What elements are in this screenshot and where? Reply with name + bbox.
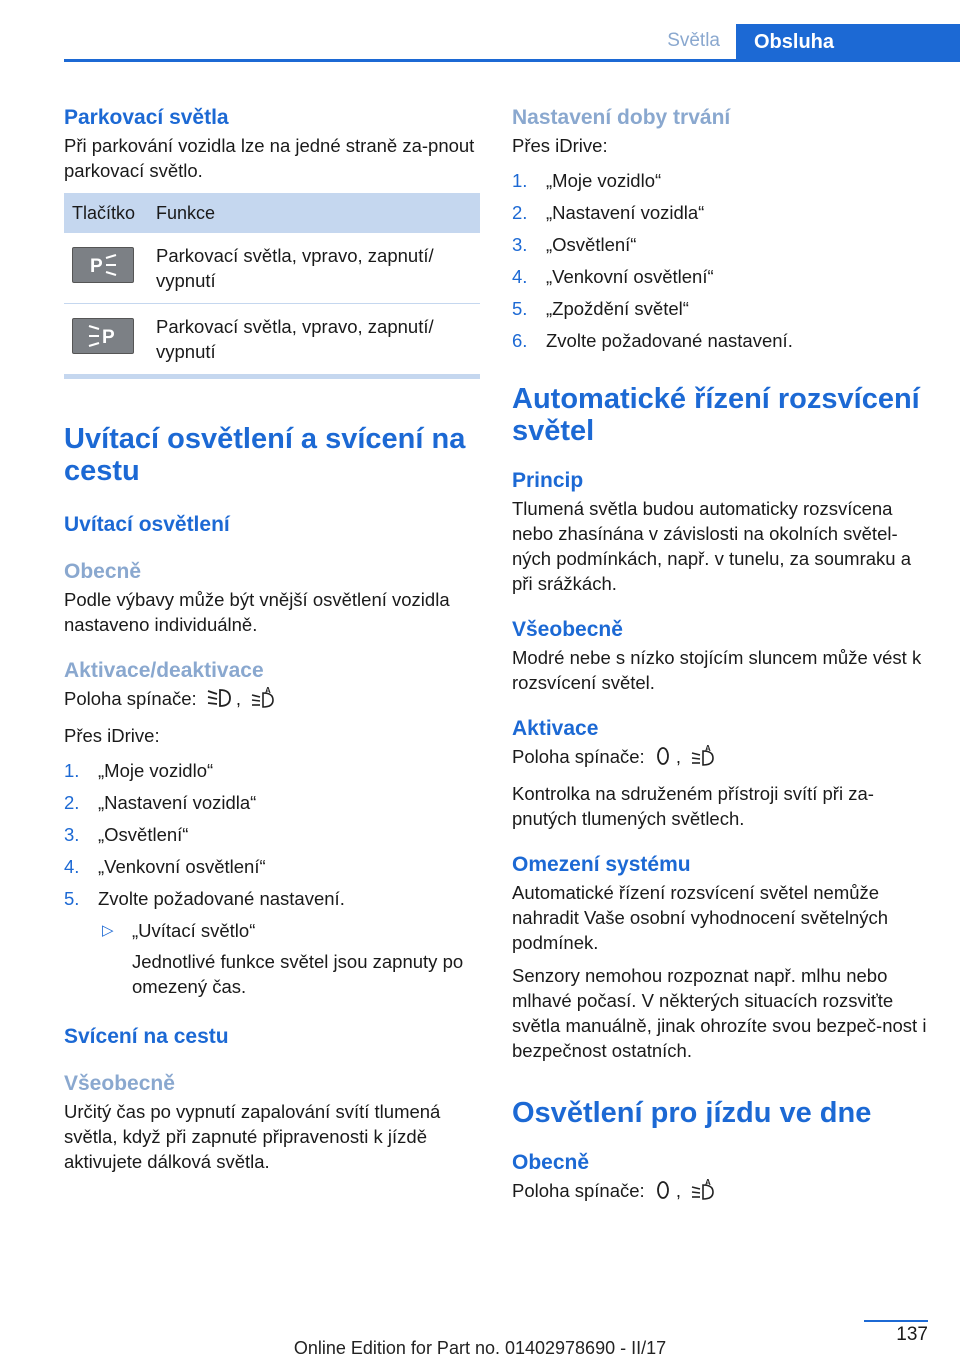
daytime-lights-heading: Osvětlení pro jízdu ve dne [512,1097,872,1129]
system-limits-text-1: Automatické řízení rozsvícení světel nemůže nahradit Vaše osobní vyhodnocení světelných podmínek. [512,882,889,953]
table-header-button: Tlačítko [64,193,148,233]
page-header [64,24,960,62]
activation-text: Kontrolka na sdruženém přístroji svítí při za-pnutých tlumených světlech. [512,783,874,829]
sub-list-item: ▷ „Uvítací světlo“ [102,920,256,941]
header-chapter: Obsluha [736,24,960,59]
parking-lights-table [64,193,480,379]
list-item: 1. „Moje vozidlo“ [512,170,662,191]
svg-text:P: P [102,327,115,348]
duration-steps-list [512,168,928,353]
page-number: 137 [864,1320,928,1346]
path-general-heading: Všeobecně [64,1072,175,1095]
triangle-bullet-icon: ▷ [102,922,114,939]
list-item: 4. „Venkovní osvětlení“ [512,266,714,287]
switch-position-line [512,1178,928,1207]
daytime-general-heading: Obecně [512,1151,590,1174]
welcome-lighting-heading: Uvítací osvětlení a svícení na cestu [64,423,466,487]
table-cell-function: Parkovací světla, vpravo, zapnutí/ vypnutí [148,233,480,304]
sub-list-text: Jednotlivé funkce světel jsou zapnuty po omezený čas. [132,951,464,997]
parking-light-left-icon [72,247,134,283]
switch-separator: , [675,746,681,767]
table-header-function: Funkce [148,193,480,233]
right-column [512,96,928,1207]
left-column [64,96,480,1174]
general-heading: Obecně [64,560,142,583]
switch-position-line [64,686,480,715]
path-lighting-text: Určitý čas po vypnutí zapalování svítí tlumená světla, když při zapnuté připravenosti k jízdě aktivujete dálková světla. [64,1101,441,1172]
list-item: 2. „Nastavení vozidla“ [64,792,257,813]
switch-position-label: Poloha spínače: [512,1180,645,1201]
auto-light-icon [250,687,276,715]
svg-text:A: A [705,745,711,753]
table-header-row [64,193,480,233]
duration-heading: Nastavení doby trvání [512,106,731,129]
switch-position-label: Poloha spínače: [64,688,197,709]
auto-light-icon [690,745,716,773]
list-item: 4. „Venkovní osvětlení“ [64,856,266,877]
switch-position-line [512,744,928,773]
parking-light-right-icon [72,318,134,354]
table-cell-function: Parkovací světla, vpravo, zapnutí/ vypnutí [148,304,480,377]
activation-heading: Aktivace/deaktivace [64,659,264,682]
list-item: 1. „Moje vozidlo“ [64,760,214,781]
activation-heading: Aktivace [512,717,599,740]
list-item: 5. Zvolte požadované nastavení. [64,888,345,909]
general-text: Podle výbavy může být vnější osvětlení vozidla nastaveno individuálně. [64,589,450,635]
list-item: 5. „Zpoždění světel“ [512,298,689,319]
svg-text:A: A [265,687,271,695]
parking-lights-text: Při parkování vozidla lze na jedné straně za-pnout parkovací světlo. [64,135,475,181]
principle-heading: Princip [512,469,584,492]
system-limits-text-2: Senzory nemohou rozpoznat např. mlhu nebo mlhavé počasí. V některých situacích rozsviťte světla manuálně, jinak ohrozíte svou bezpeč-nost i bezpečnost ostatních. [512,965,927,1061]
zero-position-icon [654,1179,672,1207]
path-lighting-heading: Svícení na cestu [64,1025,229,1048]
parking-lights-heading: Parkovací světla [64,106,229,129]
list-item: 2. „Nastavení vozidla“ [512,202,705,223]
auto-light-icon [690,1179,716,1207]
switch-separator: , [675,1180,681,1201]
zero-position-icon [654,745,672,773]
footer-edition: Online Edition for Part no. 01402978690 - II/17 [293,1338,667,1358]
header-section: Světla [667,30,720,51]
general-text: Modré nebe s nízko stojícím sluncem může vést k rozsvícení světel. [512,647,922,693]
switch-separator: , [235,688,241,709]
svg-text:P: P [90,256,103,277]
idrive-label: Přes iDrive: [512,135,608,156]
low-beam-icon [206,687,232,715]
list-item: 3. „Osvětlení“ [64,824,189,845]
activation-steps-list [64,758,480,911]
principle-text: Tlumená světla budou automaticky rozsvícena nebo zhasínána v závislosti na okolních světel-ných podmínkách, např. v tunelu, za soumraku a při srážkách. [512,498,911,594]
idrive-label: Přes iDrive: [64,725,160,746]
general-heading: Všeobecně [512,618,623,641]
table-row [64,304,480,377]
svg-text:A: A [705,1179,711,1187]
switch-position-label: Poloha spínače: [512,746,645,767]
auto-lighting-heading: Automatické řízení rozsvícení světel [512,383,920,447]
system-limits-heading: Omezení systému [512,853,691,876]
list-item: 3. „Osvětlení“ [512,234,637,255]
table-row [64,233,480,304]
welcome-lighting-subheading: Uvítací osvětlení [64,513,230,536]
list-item: 6. Zvolte požadované nastavení. [512,330,793,351]
